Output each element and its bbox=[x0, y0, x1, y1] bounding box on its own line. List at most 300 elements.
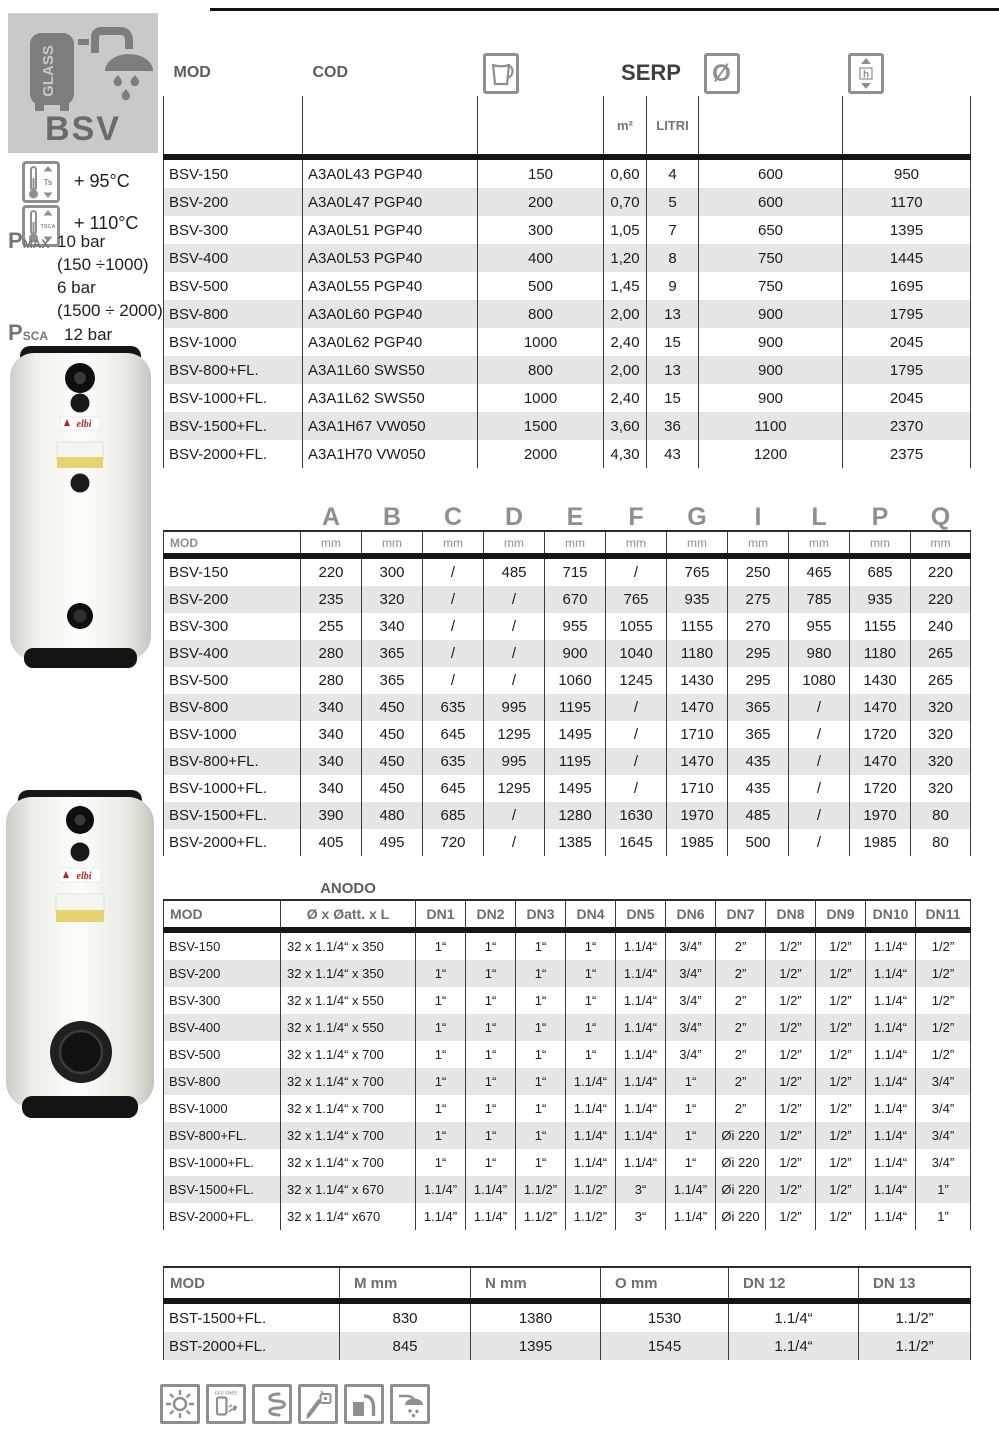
cell: BSV-800 bbox=[164, 694, 301, 721]
cell: 1“ bbox=[416, 930, 466, 960]
cell: BSV-300 bbox=[164, 613, 301, 640]
anodo-size-header: Ø x Øatt. x L bbox=[281, 900, 416, 930]
anodo-title-row bbox=[164, 878, 971, 900]
cell: 600 bbox=[699, 188, 843, 216]
cell: 320 bbox=[911, 775, 971, 802]
column-header: DN 12 bbox=[729, 1267, 859, 1301]
cell: 1060 bbox=[545, 667, 606, 694]
cell: BST-2000+FL. bbox=[164, 1332, 340, 1360]
cell: 1“ bbox=[516, 960, 566, 987]
cell: Øi 220 bbox=[716, 1203, 766, 1230]
cell: 3/4” bbox=[666, 1041, 716, 1068]
cell: BSV-200 bbox=[164, 960, 281, 987]
cell: 295 bbox=[728, 640, 789, 667]
cell: 1“ bbox=[466, 1149, 516, 1176]
pmax-label: PMAX bbox=[8, 228, 50, 253]
product-photo-tank-flanged bbox=[4, 790, 156, 1122]
cell: BSV-500 bbox=[164, 1041, 281, 1068]
cell: 450 bbox=[362, 775, 423, 802]
cell: 720 bbox=[423, 829, 484, 856]
cell: 1“ bbox=[666, 1149, 716, 1176]
capacity-header bbox=[478, 50, 604, 96]
cell: 1“ bbox=[566, 1014, 616, 1041]
cell: 390 bbox=[301, 802, 362, 829]
cell: 900 bbox=[545, 640, 606, 667]
cell: 3/4” bbox=[916, 1068, 971, 1095]
cell: A3A0L60 PGP40 bbox=[303, 300, 478, 328]
cell: 1500 bbox=[478, 412, 604, 440]
wall-installation-icon bbox=[344, 1384, 384, 1424]
cell: 1/2” bbox=[916, 960, 971, 987]
cell: 1“ bbox=[466, 1122, 516, 1149]
cell: 32 x 1.1/4“ x 700 bbox=[281, 1095, 416, 1122]
table-row bbox=[164, 1068, 971, 1095]
cell: 320 bbox=[911, 721, 971, 748]
cell: 955 bbox=[545, 613, 606, 640]
dimension-letter: A bbox=[321, 503, 341, 531]
cell: 1“ bbox=[416, 1068, 466, 1095]
cell: 200 bbox=[478, 188, 604, 216]
table-row bbox=[164, 802, 971, 829]
cell: 450 bbox=[362, 748, 423, 775]
cell: 1470 bbox=[850, 694, 911, 721]
cell: 1530 bbox=[601, 1301, 729, 1332]
dimensions-table bbox=[163, 503, 970, 856]
cell: 80 bbox=[911, 829, 971, 856]
cell: 80 bbox=[911, 802, 971, 829]
cell: 1195 bbox=[545, 748, 606, 775]
cell: BSV-200 bbox=[164, 586, 301, 613]
cell: 1“ bbox=[566, 930, 616, 960]
cell: 0,60 bbox=[604, 157, 647, 188]
cell: 1.1/4“ bbox=[866, 1203, 916, 1230]
cell: BSV-1500+FL. bbox=[164, 802, 301, 829]
table-row bbox=[164, 1014, 971, 1041]
cell: 1“ bbox=[416, 987, 466, 1014]
cell: BSV-150 bbox=[164, 157, 303, 188]
cell: 635 bbox=[423, 748, 484, 775]
cell: 1.1/4“ bbox=[866, 1068, 916, 1095]
cell: 1.1/2” bbox=[566, 1176, 616, 1203]
cell: BSV-500 bbox=[164, 272, 303, 300]
cell: 1,05 bbox=[604, 216, 647, 244]
cell: 1.1/4“ bbox=[616, 1041, 666, 1068]
cell: 1430 bbox=[850, 667, 911, 694]
cell: 450 bbox=[362, 721, 423, 748]
cell: 1380 bbox=[471, 1301, 601, 1332]
cell: 1280 bbox=[545, 802, 606, 829]
cell: BSV-400 bbox=[164, 1014, 281, 1041]
cell: / bbox=[606, 694, 667, 721]
cell: 1“ bbox=[466, 987, 516, 1014]
cell: BSV-150 bbox=[164, 930, 281, 960]
cell: 43 bbox=[647, 440, 699, 468]
cell: BSV-300 bbox=[164, 987, 281, 1014]
cell: 1.1/2” bbox=[516, 1203, 566, 1230]
litri-header: LITRI bbox=[647, 96, 699, 157]
cell: 645 bbox=[423, 775, 484, 802]
table-row bbox=[164, 960, 971, 987]
cell: 32 x 1.1/4“ x 700 bbox=[281, 1149, 416, 1176]
cell: / bbox=[423, 640, 484, 667]
cell: 1.1/4“ bbox=[616, 1014, 666, 1041]
ts-label: Ts bbox=[43, 178, 53, 187]
table-row bbox=[164, 640, 971, 667]
cell: 1.1/4“ bbox=[866, 1041, 916, 1068]
cell: 785 bbox=[789, 586, 850, 613]
cell: 1155 bbox=[850, 613, 911, 640]
cell: 1/2” bbox=[766, 1014, 816, 1041]
cell: 500 bbox=[478, 272, 604, 300]
table-row bbox=[164, 157, 971, 188]
cell: 1.1/4“ bbox=[616, 1122, 666, 1149]
tsca-label: TSCA bbox=[40, 224, 56, 230]
cell: 645 bbox=[423, 721, 484, 748]
cell: 1200 bbox=[699, 440, 843, 468]
cell: 2370 bbox=[843, 412, 971, 440]
table-row bbox=[164, 748, 971, 775]
cell: 1.1/4“ bbox=[616, 1095, 666, 1122]
mm-unit: mm bbox=[484, 531, 545, 556]
table-row bbox=[164, 694, 971, 721]
product-logo-box bbox=[8, 13, 158, 153]
cell: 1/2” bbox=[816, 1041, 866, 1068]
mm-unit: mm bbox=[911, 531, 971, 556]
cell: 750 bbox=[699, 272, 843, 300]
cell: / bbox=[789, 802, 850, 829]
cell: 1/2” bbox=[816, 1068, 866, 1095]
table-row bbox=[164, 556, 971, 586]
cell: 1“ bbox=[466, 930, 516, 960]
dimension-letter: E bbox=[566, 503, 584, 531]
anodo-title: ANODO bbox=[320, 880, 376, 897]
cell: / bbox=[789, 694, 850, 721]
cell: 1445 bbox=[843, 244, 971, 272]
table-row bbox=[164, 412, 971, 440]
cell: 1055 bbox=[606, 613, 667, 640]
cell: 1155 bbox=[667, 613, 728, 640]
dn-header: DN2 bbox=[466, 900, 516, 930]
cell: 340 bbox=[301, 721, 362, 748]
cell: 1495 bbox=[545, 721, 606, 748]
table-row bbox=[164, 1122, 971, 1149]
table-row bbox=[164, 930, 971, 960]
dimension-letter: P bbox=[871, 503, 889, 531]
cell: 1795 bbox=[843, 356, 971, 384]
icon-header-row bbox=[164, 50, 971, 96]
cell: 1“ bbox=[416, 960, 466, 987]
dimension-letter: D bbox=[504, 503, 524, 531]
cell: / bbox=[606, 721, 667, 748]
psca-label: PSCA bbox=[8, 320, 49, 345]
cell: 1195 bbox=[545, 694, 606, 721]
cell: 0,70 bbox=[604, 188, 647, 216]
cell: A3A1L60 SWS50 bbox=[303, 356, 478, 384]
cell: 1.1/4“ bbox=[866, 1095, 916, 1122]
cell: 340 bbox=[301, 775, 362, 802]
cell: 1.1/2” bbox=[566, 1203, 616, 1230]
cell: 900 bbox=[699, 300, 843, 328]
mod-header: MOD bbox=[173, 64, 211, 81]
table-row bbox=[164, 829, 971, 856]
cell: / bbox=[484, 586, 545, 613]
cell: 255 bbox=[301, 613, 362, 640]
cell: 1.1/4“ bbox=[866, 930, 916, 960]
cell: / bbox=[789, 775, 850, 802]
cell: 3/4” bbox=[916, 1122, 971, 1149]
product-photo-tank bbox=[8, 345, 153, 672]
cell: 300 bbox=[362, 556, 423, 586]
cell: / bbox=[789, 748, 850, 775]
serp-header: SERP bbox=[621, 60, 681, 85]
cell: 1“ bbox=[566, 1041, 616, 1068]
connections-table-inner bbox=[163, 878, 971, 1230]
cell: / bbox=[789, 721, 850, 748]
cell: 2,40 bbox=[604, 328, 647, 356]
cell: Øi 220 bbox=[716, 1149, 766, 1176]
cell: 9 bbox=[647, 272, 699, 300]
cell: 1/2” bbox=[766, 930, 816, 960]
mm-unit: mm bbox=[606, 531, 667, 556]
cell: 1295 bbox=[484, 775, 545, 802]
cell: 485 bbox=[728, 802, 789, 829]
cell: A3A0L47 PGP40 bbox=[303, 188, 478, 216]
dimension-letter: L bbox=[811, 503, 827, 531]
cell: 3“ bbox=[616, 1203, 666, 1230]
cell: 1/2” bbox=[766, 1176, 816, 1203]
mm-unit: mm bbox=[362, 531, 423, 556]
cell: 1/2” bbox=[816, 987, 866, 1014]
cell: A3A1H70 VW050 bbox=[303, 440, 478, 468]
cell: 1720 bbox=[850, 721, 911, 748]
cell: 1/2” bbox=[916, 1041, 971, 1068]
cell: BSV-1000+FL. bbox=[164, 1149, 281, 1176]
cell: 1/2” bbox=[766, 1095, 816, 1122]
cell: 1/2” bbox=[766, 1203, 816, 1230]
cell: 1.1/2” bbox=[859, 1332, 971, 1360]
connections-table bbox=[163, 878, 970, 1230]
cell: A3A0L62 PGP40 bbox=[303, 328, 478, 356]
cell: 1.1/2” bbox=[859, 1301, 971, 1332]
cell: 1.1/4” bbox=[466, 1176, 516, 1203]
cell: 32 x 1.1/4“ x 670 bbox=[281, 1176, 416, 1203]
cell: 1“ bbox=[416, 1014, 466, 1041]
cell: 995 bbox=[484, 694, 545, 721]
cell: 1.1/2” bbox=[516, 1176, 566, 1203]
cell: 150 bbox=[478, 157, 604, 188]
cell: 1710 bbox=[667, 721, 728, 748]
cell: 1.1/4“ bbox=[566, 1149, 616, 1176]
cell: 220 bbox=[911, 586, 971, 613]
cell: / bbox=[484, 829, 545, 856]
mod-header: MOD bbox=[164, 531, 301, 556]
cell: 1.1/4“ bbox=[729, 1332, 859, 1360]
cell: A3A0L43 PGP40 bbox=[303, 157, 478, 188]
cell: BSV-200 bbox=[164, 188, 303, 216]
cell: 1.1/4“ bbox=[616, 1149, 666, 1176]
cell: BSV-800 bbox=[164, 300, 303, 328]
table-row bbox=[164, 1332, 971, 1360]
cell: 1000 bbox=[478, 384, 604, 412]
product-name: BSV bbox=[45, 110, 121, 148]
cell: BSV-1000+FL. bbox=[164, 384, 303, 412]
cell: 270 bbox=[728, 613, 789, 640]
cell: 715 bbox=[545, 556, 606, 586]
brand-label: elbi bbox=[76, 871, 92, 882]
dimension-letter: G bbox=[687, 503, 707, 531]
mm-unit: mm bbox=[667, 531, 728, 556]
cell: / bbox=[484, 802, 545, 829]
cell: 685 bbox=[423, 802, 484, 829]
shower-icon bbox=[390, 1384, 430, 1424]
cell: 1“ bbox=[566, 960, 616, 987]
cell: 36 bbox=[647, 412, 699, 440]
pmax-line: (1500 ÷ 2000) bbox=[57, 301, 163, 320]
cell: 1245 bbox=[606, 667, 667, 694]
table-row bbox=[164, 384, 971, 412]
flange-dimensions-table bbox=[163, 1266, 970, 1360]
cell: 485 bbox=[484, 556, 545, 586]
cell: 900 bbox=[699, 384, 843, 412]
cell: 1“ bbox=[416, 1041, 466, 1068]
cell: 1“ bbox=[416, 1122, 466, 1149]
table-row bbox=[164, 300, 971, 328]
cell: 1.1/4” bbox=[466, 1203, 516, 1230]
table-row bbox=[164, 188, 971, 216]
cell: 1100 bbox=[699, 412, 843, 440]
cell: 1“ bbox=[466, 1041, 516, 1068]
cell: 495 bbox=[362, 829, 423, 856]
cell: 265 bbox=[911, 667, 971, 694]
cell: 500 bbox=[728, 829, 789, 856]
cell: 275 bbox=[728, 586, 789, 613]
cell: 1“ bbox=[466, 1014, 516, 1041]
cell: 1.1/4“ bbox=[866, 1122, 916, 1149]
psca-value: 12 bar bbox=[64, 325, 113, 344]
cell: 1.1/4“ bbox=[566, 1122, 616, 1149]
table-row bbox=[164, 356, 971, 384]
cell: 950 bbox=[843, 157, 971, 188]
table-row bbox=[164, 1203, 971, 1230]
cell: BSV-500 bbox=[164, 667, 301, 694]
cell: BSV-400 bbox=[164, 640, 301, 667]
dn-header: DN9 bbox=[816, 900, 866, 930]
cell: 400 bbox=[478, 244, 604, 272]
cell: 1720 bbox=[850, 775, 911, 802]
mm-unit: mm bbox=[850, 531, 911, 556]
cell: 995 bbox=[484, 748, 545, 775]
cell: 1.1/4“ bbox=[866, 960, 916, 987]
cell: 3/4” bbox=[666, 987, 716, 1014]
cell: 3“ bbox=[616, 1176, 666, 1203]
cell: 1.1/4“ bbox=[866, 1014, 916, 1041]
cell: 2,40 bbox=[604, 384, 647, 412]
table-row bbox=[164, 1149, 971, 1176]
cell: 1.1/4“ bbox=[729, 1301, 859, 1332]
cell: BSV-2000+FL. bbox=[164, 1203, 281, 1230]
cell: 1/2” bbox=[766, 960, 816, 987]
cell: BSV-800+FL. bbox=[164, 356, 303, 384]
cell: 300 bbox=[478, 216, 604, 244]
cell: 1,45 bbox=[604, 272, 647, 300]
cell: 1470 bbox=[667, 694, 728, 721]
table-row bbox=[164, 440, 971, 468]
cell: 4 bbox=[647, 157, 699, 188]
cell: BSV-1000 bbox=[164, 721, 301, 748]
cell: 1000 bbox=[478, 328, 604, 356]
cell: 1.1/4” bbox=[416, 1203, 466, 1230]
cell: / bbox=[423, 667, 484, 694]
cell: 2375 bbox=[843, 440, 971, 468]
cell: 2” bbox=[716, 1041, 766, 1068]
cell: 1/2” bbox=[816, 1203, 866, 1230]
cell: 2” bbox=[716, 1068, 766, 1095]
cell: 765 bbox=[606, 586, 667, 613]
cell: 1“ bbox=[516, 1095, 566, 1122]
cell: 32 x 1.1/4“ x 700 bbox=[281, 1068, 416, 1095]
cell: 1970 bbox=[850, 802, 911, 829]
cell: 465 bbox=[789, 556, 850, 586]
cell: 1695 bbox=[843, 272, 971, 300]
mm-unit: mm bbox=[423, 531, 484, 556]
cell: 600 bbox=[699, 157, 843, 188]
cell: 2” bbox=[716, 1095, 766, 1122]
table-row bbox=[164, 1176, 971, 1203]
flange-header-row bbox=[164, 1267, 971, 1301]
cell: 1430 bbox=[667, 667, 728, 694]
cell: 750 bbox=[699, 244, 843, 272]
cell: 900 bbox=[699, 356, 843, 384]
cell: 685 bbox=[850, 556, 911, 586]
cell: BSV-1000+FL. bbox=[164, 775, 301, 802]
ts-value: + 95°C bbox=[74, 171, 130, 191]
magnesium-anode-icon bbox=[298, 1384, 338, 1424]
cell: 2,00 bbox=[604, 300, 647, 328]
cell: 900 bbox=[699, 328, 843, 356]
cell: BSV-800 bbox=[164, 1068, 281, 1095]
cell: 1645 bbox=[606, 829, 667, 856]
table-row bbox=[164, 667, 971, 694]
dimension-letter: C bbox=[443, 503, 463, 531]
mm-unit: mm bbox=[545, 531, 606, 556]
cell: 1” bbox=[916, 1203, 971, 1230]
measuring-jug-icon bbox=[483, 53, 519, 94]
cell: 2,00 bbox=[604, 356, 647, 384]
mm-unit: mm bbox=[789, 531, 850, 556]
cell: 955 bbox=[789, 613, 850, 640]
cell: 1“ bbox=[566, 987, 616, 1014]
cell: 830 bbox=[340, 1301, 471, 1332]
cell: 405 bbox=[301, 829, 362, 856]
dn-header: DN6 bbox=[666, 900, 716, 930]
cell: 3/4” bbox=[916, 1095, 971, 1122]
cell: 1180 bbox=[850, 640, 911, 667]
cell: A3A1H67 VW050 bbox=[303, 412, 478, 440]
cell: / bbox=[484, 667, 545, 694]
cell: 3/4” bbox=[666, 1014, 716, 1041]
cell: 13 bbox=[647, 300, 699, 328]
dn-header: DN8 bbox=[766, 900, 816, 930]
glass-label: GLASS bbox=[40, 45, 57, 97]
cell: BSV-1000 bbox=[164, 328, 303, 356]
diameter-icon: Ø bbox=[704, 53, 740, 94]
cell: 1470 bbox=[850, 748, 911, 775]
cell: 1.1/4“ bbox=[866, 987, 916, 1014]
cell: 1.1/4“ bbox=[616, 987, 666, 1014]
cell: 13 bbox=[647, 356, 699, 384]
cell: 765 bbox=[667, 556, 728, 586]
cell: 2” bbox=[716, 960, 766, 987]
